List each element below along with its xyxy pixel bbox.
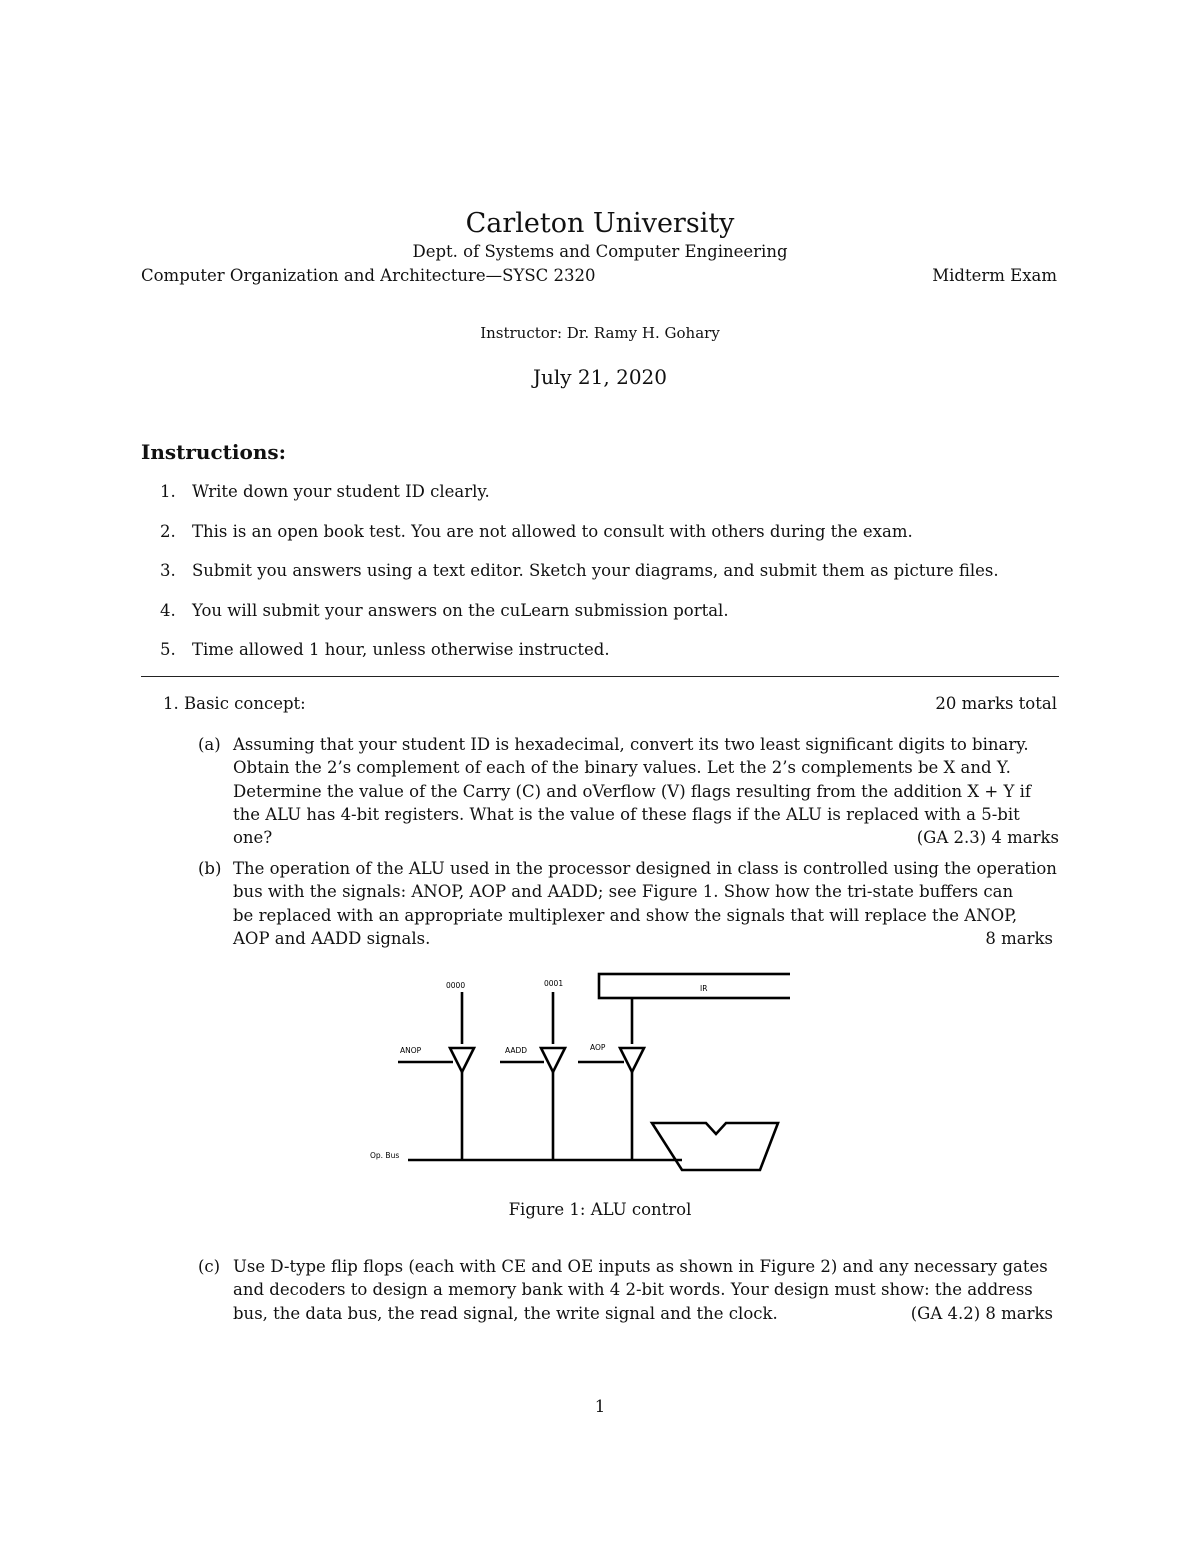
part-final-line	[233, 927, 1059, 950]
list-item	[160, 482, 999, 522]
ir-label: IR	[700, 984, 708, 993]
part-label: (a)	[198, 735, 221, 754]
part-marks: 8 marks	[985, 928, 1053, 948]
list-item	[160, 601, 999, 641]
part-line: AOP and AADD signals.	[233, 928, 431, 948]
input-0000-label: 0000	[446, 981, 466, 990]
part-line: Obtain the 2’s complement of each of the binary values. Let the 2’s complements be X and Y.	[233, 758, 1011, 778]
list-item	[160, 561, 999, 601]
item-text: Write down your student ID clearly.	[192, 482, 490, 501]
part-line: Determine the value of the Carry (C) and oVerflow (V) flags resulting from the addition X + Y if	[233, 781, 1031, 801]
part-final-line	[233, 826, 1059, 849]
alu-shape	[652, 1123, 778, 1170]
instructor-name: Instructor: Dr. Ramy H. Gohary	[480, 324, 720, 342]
input-0001-label: 0001	[544, 979, 564, 988]
list-item	[160, 640, 999, 680]
item-number: 2.	[160, 521, 176, 541]
part-marks: (GA 4.2) 8 marks	[910, 1303, 1053, 1323]
question-title: 1. Basic concept:	[163, 694, 306, 713]
tristate-buffer-anop	[450, 1048, 474, 1072]
part-label: (c)	[198, 1257, 221, 1276]
alu-control-diagram	[360, 968, 790, 1193]
item-number: 5.	[160, 640, 176, 659]
part-line: The operation of the ALU used in the processor designed in class is controlled using the operation	[233, 859, 1057, 878]
part-line: bus, the data bus, the read signal, the write signal and the clock.	[233, 1303, 778, 1323]
instructions-list	[160, 482, 999, 680]
page-number: 1	[594, 1397, 606, 1416]
part-line: and decoders to design a memory bank with 4 2-bit words. Your design must show: the address	[233, 1280, 1033, 1300]
part-line: bus with the signals: ANOP, AOP and AADD; see Figure 1. Show how the tri-state buffers can	[233, 882, 1014, 902]
part-line: be replaced with an appropriate multiplexer and show the signals that will replace the ANOP,	[233, 905, 1018, 925]
figure-caption: Figure 1: ALU control	[508, 1200, 692, 1219]
item-number: 4.	[160, 600, 176, 620]
anop-label: ANOP	[400, 1046, 422, 1055]
part-line: one?	[233, 828, 273, 848]
department-name: Dept. of Systems and Computer Engineering	[412, 242, 788, 261]
question-marks: 20 marks total	[935, 694, 1057, 713]
part-line: Assuming that your student ID is hexadecimal, convert its two least significant digits to binary.	[233, 735, 1029, 754]
item-number: 3.	[160, 561, 176, 580]
aadd-label: AADD	[505, 1046, 528, 1055]
item-text: This is an open book test. You are not allowed to consult with others during the exam.	[192, 521, 913, 541]
item-text: You will submit your answers on the cuLearn submission portal.	[192, 600, 729, 620]
exam-date: July 21, 2020	[532, 365, 667, 389]
part-line: the ALU has 4-bit registers. What is the value of these flags if the ALU is replaced with a 5-bit	[233, 804, 1020, 824]
item-number: 1.	[160, 482, 176, 501]
tristate-buffer-aop	[620, 1048, 644, 1072]
ir-register-box	[599, 974, 790, 998]
list-item	[160, 522, 999, 562]
part-final-line	[233, 1302, 1059, 1325]
part-line: Use D-type flip flops (each with CE and OE inputs as shown in Figure 2) and any necessary gates	[233, 1257, 1048, 1276]
university-title: Carleton University	[465, 208, 735, 239]
part-marks: (GA 2.3) 4 marks	[916, 828, 1059, 848]
op-bus-label: Op. Bus	[370, 1151, 400, 1160]
instructions-heading: Instructions:	[141, 440, 287, 464]
section-divider	[141, 676, 1059, 677]
item-text: Time allowed 1 hour, unless otherwise instructed.	[192, 640, 610, 659]
tristate-buffer-aadd	[541, 1048, 565, 1072]
course-name: Computer Organization and Architecture—SYSC 2320	[141, 266, 596, 285]
exam-type: Midterm Exam	[932, 266, 1057, 285]
item-text: Submit you answers using a text editor. Sketch your diagrams, and submit them as picture files.	[192, 561, 999, 580]
part-label: (b)	[198, 859, 222, 878]
aop-label: AOP	[590, 1043, 606, 1052]
